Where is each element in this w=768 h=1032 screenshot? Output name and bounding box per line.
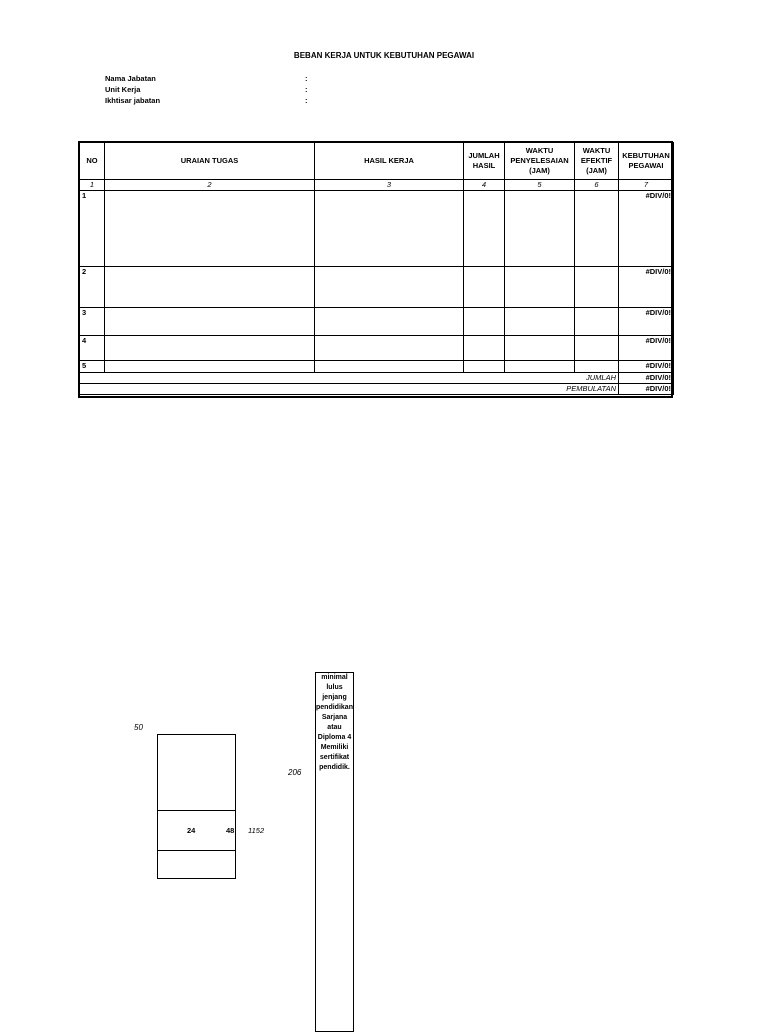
row-jumlah-cell xyxy=(464,361,505,373)
meta-label-unit: Unit Kerja xyxy=(105,85,141,94)
row-kebutuhan-value: #DIV/0! xyxy=(619,267,674,308)
divider xyxy=(158,810,235,811)
meta-label-ikhtisar: Ikhtisar jabatan xyxy=(105,96,161,105)
stray-value-50: 50 xyxy=(134,723,143,732)
column-number: 3 xyxy=(315,180,464,191)
row-no: 5 xyxy=(80,361,105,373)
row-waktu-efektif-cell xyxy=(575,308,619,336)
requirement-text: minimal lulus jenjang pendidikan Sarjana atau Diploma 4 Memiliki sertifikat pendidik. xyxy=(316,674,353,771)
rounding-row xyxy=(80,384,674,395)
column-number: 6 xyxy=(575,180,619,191)
row-uraian-cell xyxy=(105,336,315,361)
stray-value-24: 24 xyxy=(187,826,196,835)
row-jumlah-cell xyxy=(464,308,505,336)
row-uraian-cell xyxy=(105,191,315,267)
row-hasil-cell xyxy=(315,308,464,336)
table-row xyxy=(80,336,674,361)
header-kebutuhan-pegawai: KEBUTUHAN PEGAWAI xyxy=(619,143,674,180)
column-number-row xyxy=(80,180,674,191)
row-jumlah-cell xyxy=(464,336,505,361)
column-number: 7 xyxy=(619,180,674,191)
row-hasil-cell xyxy=(315,191,464,267)
meta-colon: : xyxy=(305,74,308,83)
row-no: 1 xyxy=(80,191,105,267)
table-row xyxy=(80,267,674,308)
rounding-label: PEMBULATAN xyxy=(80,384,619,395)
row-no: 2 xyxy=(80,267,105,308)
meta-row-unit xyxy=(105,84,308,95)
row-waktu-efektif-cell xyxy=(575,267,619,308)
header-jumlah-hasil: JUMLAH HASIL xyxy=(464,143,505,180)
meta-row-jabatan xyxy=(105,73,308,84)
table-header-row xyxy=(80,143,674,180)
column-number: 1 xyxy=(80,180,105,191)
stray-value-206: 206 xyxy=(288,768,302,777)
meta-row-ikhtisar xyxy=(105,95,308,106)
row-waktu-penyelesaian-cell xyxy=(505,191,575,267)
column-number: 5 xyxy=(505,180,575,191)
stray-value-48: 48 xyxy=(226,826,235,835)
row-waktu-efektif-cell xyxy=(575,191,619,267)
row-no: 4 xyxy=(80,336,105,361)
row-kebutuhan-value: #DIV/0! xyxy=(619,361,674,373)
row-waktu-penyelesaian-cell xyxy=(505,267,575,308)
row-kebutuhan-value: #DIV/0! xyxy=(619,308,674,336)
total-row xyxy=(80,373,674,384)
row-uraian-cell xyxy=(105,308,315,336)
header-waktu-efektif: WAKTU EFEKTIF (JAM) xyxy=(575,143,619,180)
page-title: BEBAN KERJA UNTUK KEBUTUHAN PEGAWAI xyxy=(293,51,475,60)
column-number: 4 xyxy=(464,180,505,191)
header-no: NO xyxy=(80,143,105,180)
row-hasil-cell xyxy=(315,336,464,361)
header-waktu-penyelesaian: WAKTU PENYELESAIAN (JAM) xyxy=(505,143,575,180)
row-kebutuhan-value: #DIV/0! xyxy=(619,336,674,361)
meta-colon: : xyxy=(305,96,308,105)
header-info xyxy=(105,73,308,106)
row-jumlah-cell xyxy=(464,191,505,267)
row-waktu-penyelesaian-cell xyxy=(505,308,575,336)
rounding-value: #DIV/0! xyxy=(619,384,674,395)
row-hasil-cell xyxy=(315,361,464,373)
table-row xyxy=(80,308,674,336)
row-waktu-penyelesaian-cell xyxy=(505,336,575,361)
row-waktu-efektif-cell xyxy=(575,361,619,373)
total-label: JUMLAH xyxy=(80,373,619,384)
column-number: 2 xyxy=(105,180,315,191)
stray-box xyxy=(157,734,236,879)
table-row xyxy=(80,191,674,267)
header-uraian-tugas: URAIAN TUGAS xyxy=(105,143,315,180)
row-no: 3 xyxy=(80,308,105,336)
header-hasil-kerja: HASIL KERJA xyxy=(315,143,464,180)
row-hasil-cell xyxy=(315,267,464,308)
table-row xyxy=(80,361,674,373)
row-waktu-efektif-cell xyxy=(575,336,619,361)
row-jumlah-cell xyxy=(464,267,505,308)
row-waktu-penyelesaian-cell xyxy=(505,361,575,373)
requirement-column xyxy=(315,672,354,1032)
meta-colon: : xyxy=(305,85,308,94)
stray-value-1152: 1152 xyxy=(248,826,265,835)
meta-label-jabatan: Nama Jabatan xyxy=(105,74,156,83)
divider xyxy=(158,850,235,851)
row-uraian-cell xyxy=(105,361,315,373)
row-kebutuhan-value: #DIV/0! xyxy=(619,191,674,267)
total-value: #DIV/0! xyxy=(619,373,674,384)
workload-table xyxy=(79,142,674,395)
row-uraian-cell xyxy=(105,267,315,308)
